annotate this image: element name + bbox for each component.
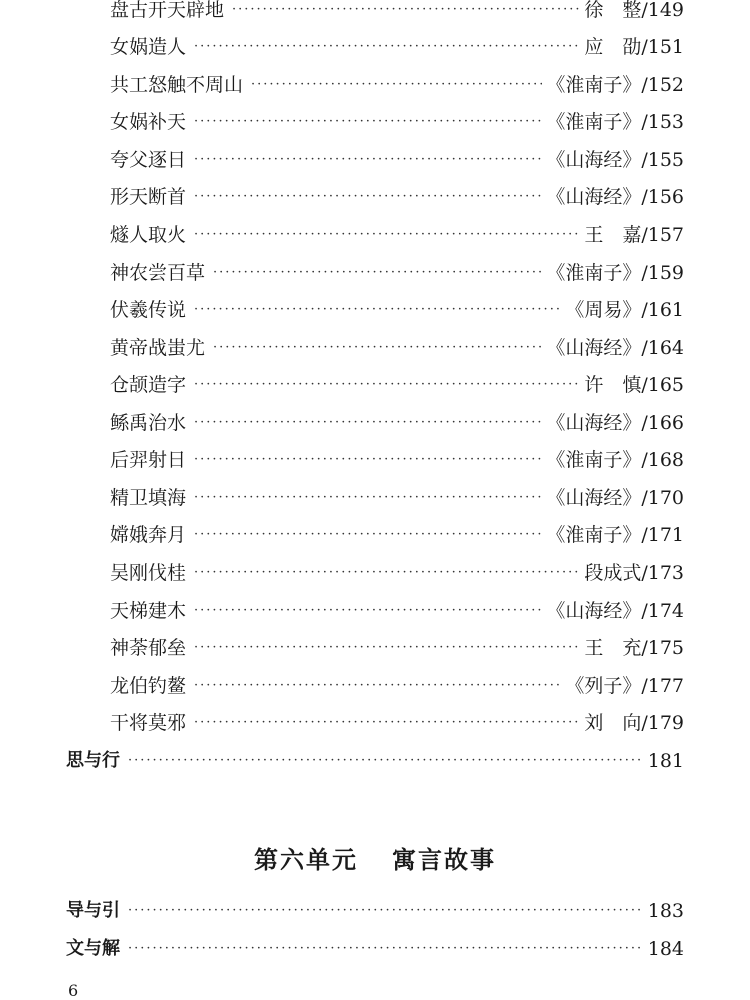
page-number: 6 (68, 981, 79, 1000)
toc-entry[interactable] (110, 182, 684, 212)
toc-entry[interactable] (110, 596, 684, 626)
leader-dots (251, 70, 542, 100)
leader-dots (194, 220, 580, 250)
entry-page: /177 (641, 675, 684, 697)
leader-dots (194, 370, 580, 400)
section-title: 文与解 (66, 938, 120, 959)
entry-source: 《淮南子》 (546, 111, 642, 133)
entry-source: 《淮南子》 (546, 74, 642, 96)
entry-source: 段成式 (584, 562, 642, 584)
entry-page: /173 (641, 562, 684, 584)
entry-source: 王 充 (584, 637, 642, 659)
leader-dots (194, 408, 542, 438)
entry-page: /149 (641, 0, 684, 21)
entry-page: /152 (641, 74, 684, 96)
entry-page: /151 (641, 36, 684, 58)
leader-dots (194, 596, 542, 626)
toc-entry[interactable] (110, 107, 684, 137)
toc-entry[interactable] (110, 708, 684, 738)
entry-title: 盘古开天辟地 (110, 0, 225, 21)
leader-dots (213, 333, 542, 363)
toc-entry[interactable] (110, 0, 684, 25)
leader-dots (128, 746, 644, 776)
toc-section-think[interactable] (66, 746, 684, 776)
leader-dots (213, 258, 542, 288)
entry-title: 夸父逐日 (110, 149, 187, 171)
entry-title: 女娲造人 (110, 36, 187, 58)
section-page: 183 (647, 900, 684, 922)
entry-page: /161 (641, 299, 684, 321)
entry-title: 形天断首 (110, 186, 187, 208)
entry-title: 鲧禹治水 (110, 412, 187, 434)
unit-number: 第六单元 (254, 846, 358, 874)
leader-dots (194, 708, 580, 738)
entry-source: 《山海经》 (546, 600, 642, 622)
entry-title: 龙伯钓鳌 (110, 675, 187, 697)
entry-source: 《淮南子》 (546, 262, 642, 284)
entry-page: /159 (641, 262, 684, 284)
toc-entry[interactable] (110, 32, 684, 62)
entry-page: /164 (641, 337, 684, 359)
toc-entry[interactable] (110, 333, 684, 363)
leader-dots (128, 896, 644, 926)
entry-title: 神农尝百草 (110, 262, 206, 284)
toc-section-text[interactable] (66, 934, 684, 964)
entry-page: /174 (641, 600, 684, 622)
entry-source: 《山海经》 (546, 337, 642, 359)
entry-title: 黄帝战蚩尤 (110, 337, 206, 359)
entry-page: /156 (641, 186, 684, 208)
entry-title: 嫦娥奔月 (110, 524, 187, 546)
leader-dots (194, 145, 542, 175)
entry-source: 许 慎 (584, 374, 642, 396)
entry-page: /179 (641, 712, 684, 734)
entry-page: /165 (641, 374, 684, 396)
toc-entry[interactable] (110, 258, 684, 288)
entry-title: 伏羲传说 (110, 299, 187, 321)
toc-entry[interactable] (110, 633, 684, 663)
entry-page: /157 (641, 224, 684, 246)
leader-dots (194, 182, 542, 212)
section-title: 思与行 (66, 750, 120, 771)
leader-dots (232, 0, 580, 25)
entry-title: 吴刚伐桂 (110, 562, 187, 584)
entry-title: 天梯建木 (110, 600, 187, 622)
entry-source: 《淮南子》 (546, 449, 642, 471)
toc-entry[interactable] (110, 483, 684, 513)
entry-title: 精卫填海 (110, 487, 187, 509)
entry-page: /166 (641, 412, 684, 434)
entry-title: 燧人取火 (110, 224, 187, 246)
entry-source: 王 嘉 (584, 224, 642, 246)
entry-title: 神荼郁垒 (110, 637, 187, 659)
leader-dots (194, 445, 542, 475)
toc-entry[interactable] (110, 295, 684, 325)
entry-source: 《山海经》 (546, 149, 642, 171)
entry-source: 《山海经》 (546, 186, 642, 208)
entry-source: 刘 向 (584, 712, 642, 734)
toc-entry[interactable] (110, 70, 684, 100)
toc-entry[interactable] (110, 445, 684, 475)
entry-source: 徐 整 (584, 0, 642, 21)
toc-entry[interactable] (110, 408, 684, 438)
entry-page: /168 (641, 449, 684, 471)
entry-page: /170 (641, 487, 684, 509)
leader-dots (194, 107, 542, 137)
entry-page: /171 (641, 524, 684, 546)
entry-title: 干将莫邪 (110, 712, 187, 734)
toc-entry[interactable] (110, 520, 684, 550)
entry-title: 仓颉造字 (110, 374, 187, 396)
toc-entry[interactable] (110, 671, 684, 701)
entry-source: 《周易》 (565, 299, 642, 321)
entry-source: 《山海经》 (546, 412, 642, 434)
entry-title: 共工怒触不周山 (110, 74, 244, 96)
toc-entry[interactable] (110, 145, 684, 175)
toc-entry[interactable] (110, 220, 684, 250)
entry-page: /153 (641, 111, 684, 133)
entry-source: 《列子》 (565, 675, 642, 697)
unit-name: 寓言故事 (392, 846, 496, 874)
entry-title: 后羿射日 (110, 449, 187, 471)
leader-dots (194, 520, 542, 550)
section-page: 184 (647, 938, 684, 960)
section-page: 181 (647, 750, 684, 772)
leader-dots (194, 558, 580, 588)
entry-source: 《山海经》 (546, 487, 642, 509)
leader-dots (128, 934, 644, 964)
entry-source: 应 劭 (584, 36, 642, 58)
toc-entry[interactable] (110, 558, 684, 588)
toc-section-guide[interactable] (66, 896, 684, 926)
entry-title: 女娲补天 (110, 111, 187, 133)
entry-page: /155 (641, 149, 684, 171)
leader-dots (194, 633, 580, 663)
unit-heading (0, 840, 750, 875)
leader-dots (194, 32, 580, 62)
entry-source: 《淮南子》 (546, 524, 642, 546)
leader-dots (194, 483, 542, 513)
section-title: 导与引 (66, 900, 120, 921)
toc-entry[interactable] (110, 370, 684, 400)
leader-dots (194, 295, 561, 325)
entry-page: /175 (641, 637, 684, 659)
leader-dots (194, 671, 561, 701)
